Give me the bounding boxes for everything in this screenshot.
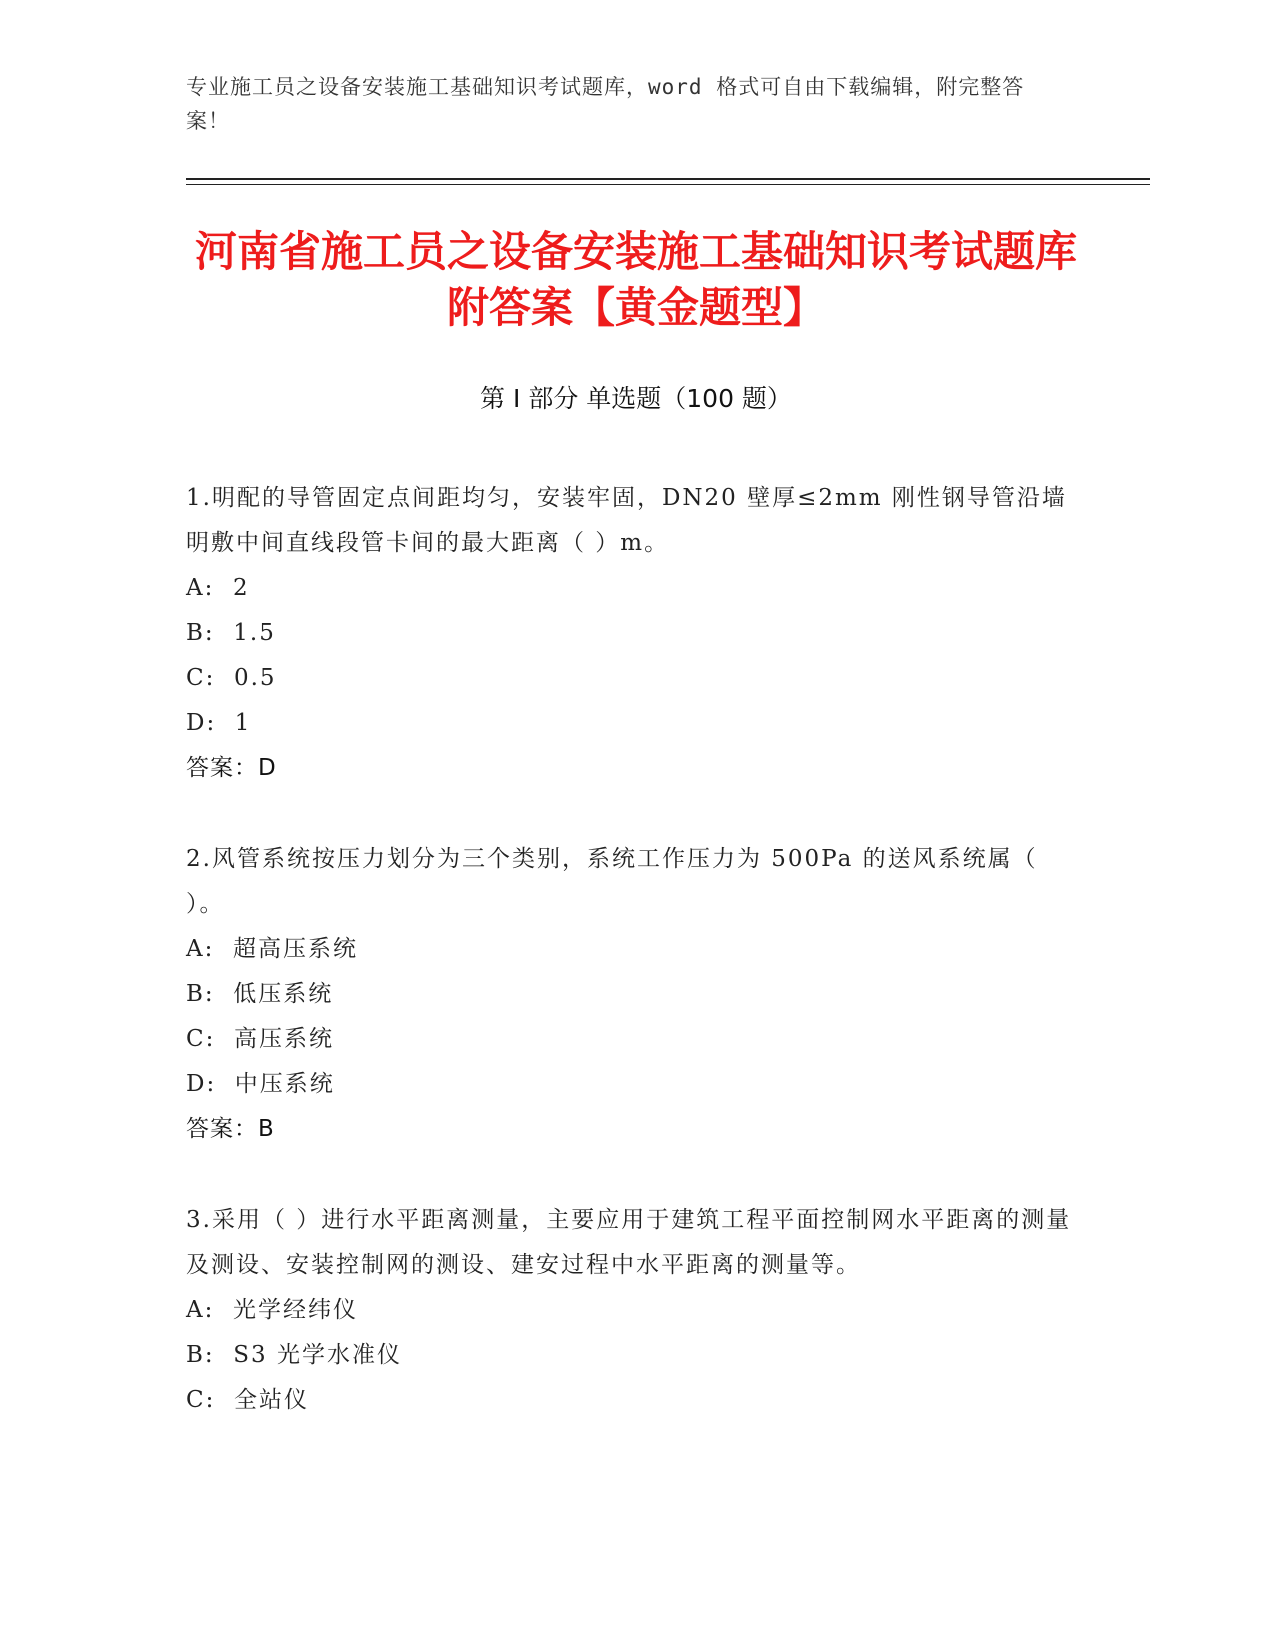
option-b: B: 低压系统	[186, 981, 334, 1007]
option-b: B: 1.5	[186, 620, 276, 646]
option-c: C: 全站仪	[186, 1387, 309, 1413]
question-2	[186, 837, 1076, 1152]
question-1	[186, 476, 1076, 791]
option-a: A: 2	[186, 575, 250, 601]
header-note: 专业施工员之设备安装施工基础知识考试题库，word 格式可自由下载编辑，附完整答案！	[186, 75, 1025, 133]
header-divider	[186, 178, 1150, 180]
option-a: A: 光学经纬仪	[186, 1297, 358, 1323]
answer: 答案：D	[186, 755, 277, 781]
header-divider-thin	[186, 184, 1150, 185]
question-text: 2.风管系统按压力划分为三个类别，系统工作压力为 500Pa 的送风系统属（ ）。	[186, 846, 1038, 917]
option-d: D: 1	[186, 710, 252, 736]
question-3	[186, 1198, 1076, 1423]
option-c: C: 高压系统	[186, 1026, 334, 1052]
option-b: B: S3 光学水准仪	[186, 1342, 402, 1368]
section-title: 第 I 部分 单选题（100 题）	[480, 384, 792, 413]
option-a: A: 超高压系统	[186, 936, 358, 962]
question-text: 3.采用（ ）进行水平距离测量，主要应用于建筑工程平面控制网水平距离的测量及测设、安装控制网的测设、建安过程中水平距离的测量等。	[186, 1207, 1072, 1278]
option-d: D: 中压系统	[186, 1071, 335, 1097]
question-text: 1.明配的导管固定点间距均匀，安装牢固，DN20 壁厚≤2mm 刚性钢导管沿墙明敷中间直线段管卡间的最大距离（ ）m。	[186, 485, 1067, 556]
option-c: C: 0.5	[186, 665, 277, 691]
document-title: 河南省施工员之设备安装施工基础知识考试题库附答案【黄金题型】	[194, 227, 1077, 332]
question-list	[186, 476, 1076, 1469]
answer: 答案：B	[186, 1116, 275, 1142]
